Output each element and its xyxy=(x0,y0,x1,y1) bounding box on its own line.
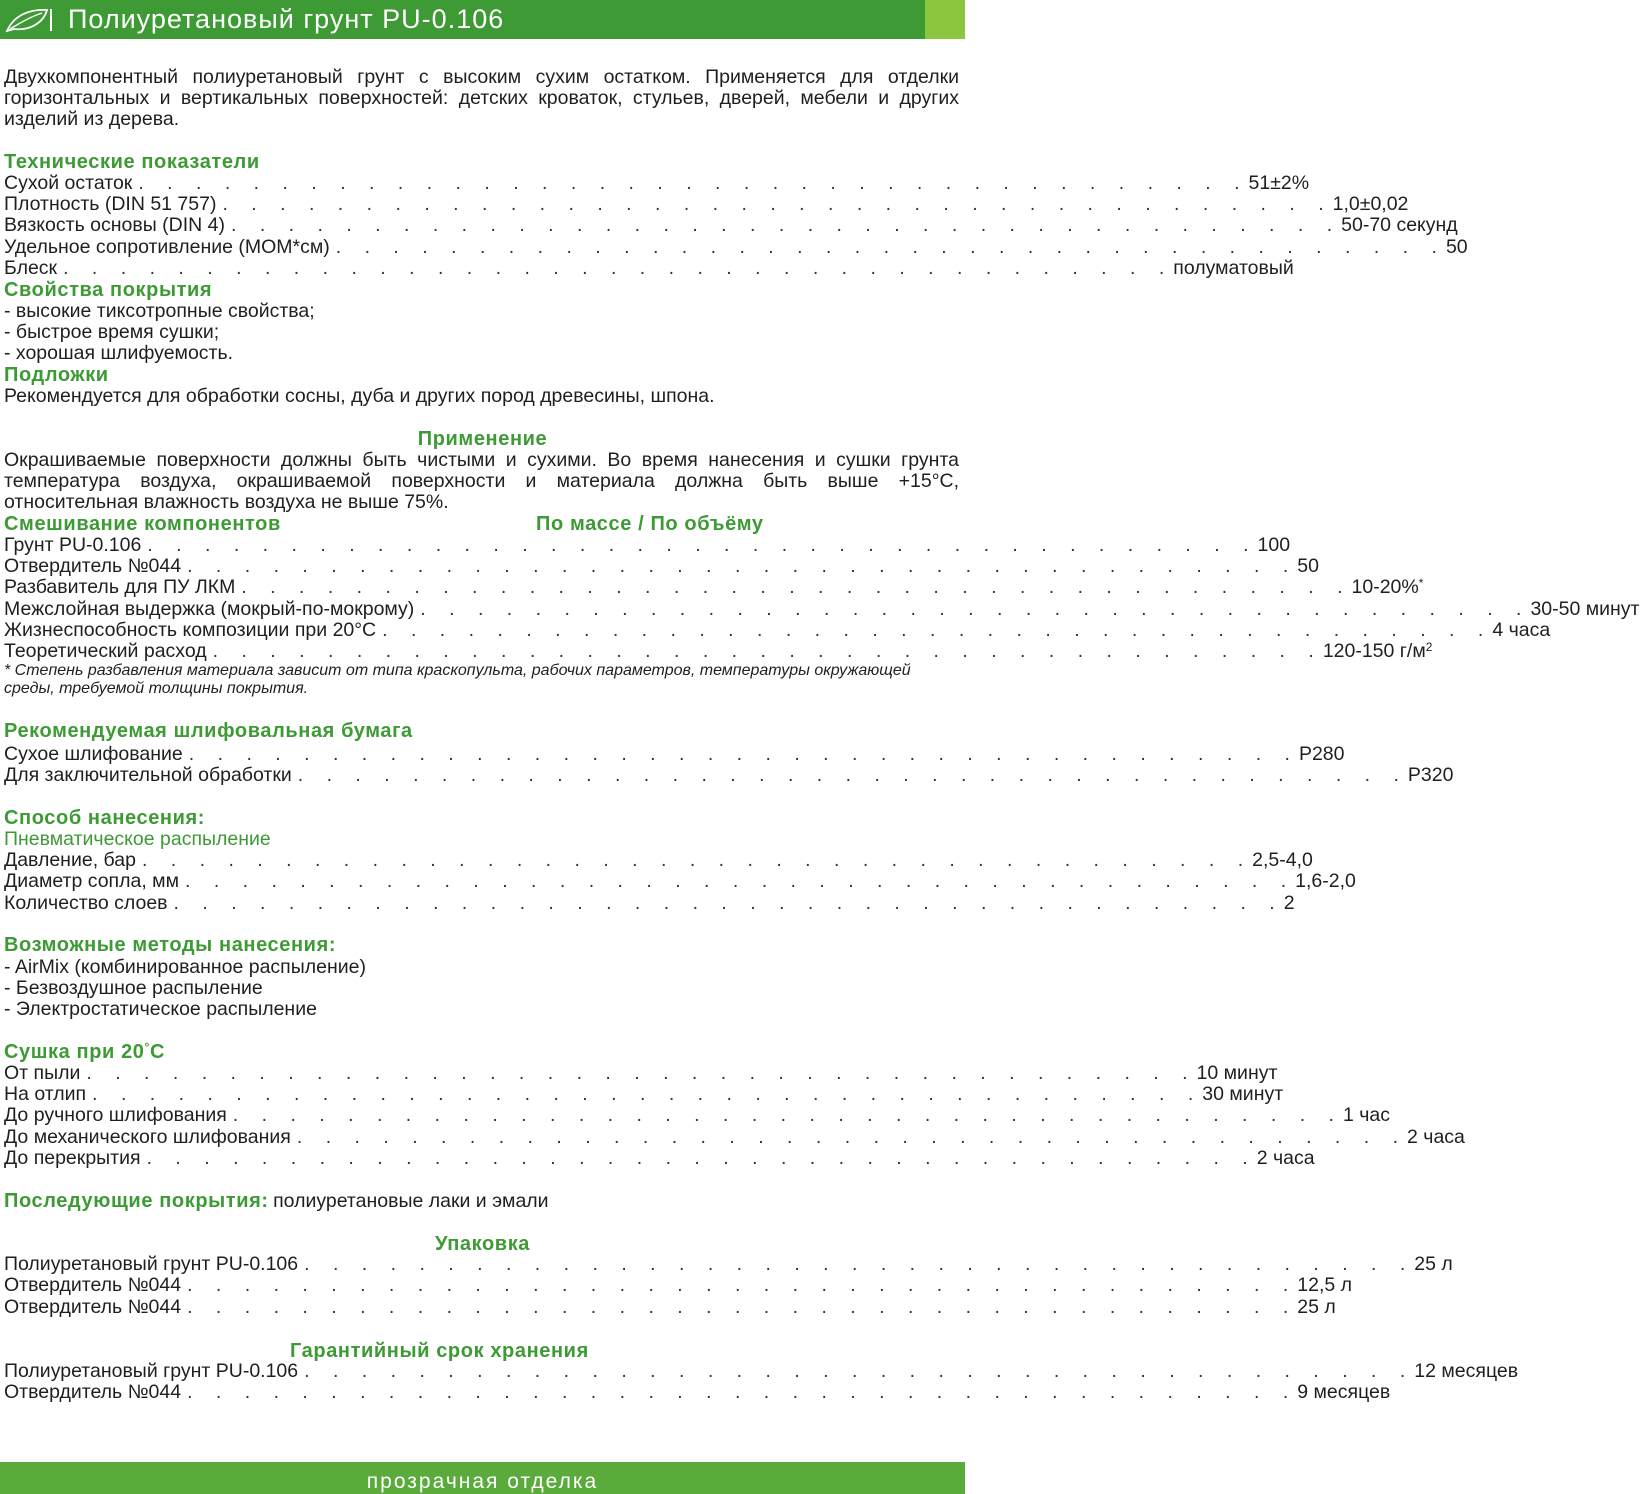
row-value-text: 50-70 секунд xyxy=(1341,214,1458,236)
sanding-title: Рекомендуемая шлифовальная бумага xyxy=(4,720,413,742)
dot-leader: . . . . . . . . . . . . . . . . . . . . . . . . . . . . . . . . . . . . . . . xyxy=(297,764,1408,786)
table-row xyxy=(4,1381,1391,1403)
dot-leader: . . . . . . . . . . . . . . . . . . . . . . . . . . . . . . . . . . . . . . . xyxy=(187,1381,1298,1403)
method-title: Способ нанесения: xyxy=(4,807,206,829)
row-value xyxy=(1492,620,1550,641)
footer-text: прозрачная отделка xyxy=(366,1470,599,1493)
row-value-text: 100 xyxy=(1257,534,1291,556)
row-value xyxy=(1295,871,1356,892)
dot-leader: . . . . . . . . . . . . . . . . . . . . . . . . . . . . . . . . . . . . . . . xyxy=(230,214,1342,236)
methods-item: - Электростатическое распыление xyxy=(4,998,317,1020)
row-value-text: Р280 xyxy=(1298,743,1345,765)
row-label: Грунт PU-0.106 xyxy=(4,534,142,556)
row-value-text: 1,0±0,02 xyxy=(1332,193,1409,215)
row-value xyxy=(1352,577,1424,598)
row-label: Плотность (DIN 51 757) xyxy=(4,193,217,215)
row-value-text: 51±2% xyxy=(1248,172,1310,194)
row-value-text: 10 минут xyxy=(1196,1062,1278,1084)
row-value-superscript: * xyxy=(1418,576,1424,590)
dot-leader: . . . . . . . . . . . . . . . . . . . . . . . . . . . . . . . . . . . . . . . xyxy=(335,236,1446,258)
row-label: Отвердитель №044 xyxy=(4,1381,182,1403)
row-value-text: 25 л xyxy=(1297,1296,1336,1318)
methods-item: - AirMix (комбинированное распыление) xyxy=(4,956,366,978)
dot-leader: . . . . . . . . . . . . . . . . . . . . . . . . . . . . . . . . . . . . . . . xyxy=(92,1083,1203,1105)
row-label: Сухое шлифование xyxy=(4,743,183,765)
row-value xyxy=(1414,1361,1518,1382)
row-value-text: 1,6-2,0 xyxy=(1295,870,1356,892)
table-row xyxy=(4,892,1295,914)
dot-leader: . . . . . . . . . . . . . . . . . . . . . . . . . . . . . . . . . . . . . . . xyxy=(86,1062,1197,1084)
row-value xyxy=(1202,1084,1283,1105)
intro-text: Двухкомпонентный полиуретановый грунт с высоким сухим остатком. Применяется для отделки горизонтальных и вертикальных поверхностей: детских кроваток, стульев, дверей, мебели и других изделий из дерева. xyxy=(4,66,959,130)
mixing-title: Смешивание компонентов xyxy=(4,513,281,535)
header-separator xyxy=(50,9,52,31)
row-value-text: 25 л xyxy=(1414,1253,1453,1275)
row-value xyxy=(1333,194,1409,215)
row-value-superscript: 2 xyxy=(1425,640,1433,654)
row-value-text: 4 часа xyxy=(1492,619,1551,641)
row-value xyxy=(1299,744,1345,765)
row-value xyxy=(1173,258,1294,279)
table-row xyxy=(4,1062,1278,1084)
row-value xyxy=(1343,1105,1390,1126)
table-row xyxy=(4,598,1640,620)
dot-leader: . . . . . . . . . . . . . . . . . . . . . . . . . . . . . . . . . . . . . . . xyxy=(146,1147,1257,1169)
table-row xyxy=(4,743,1345,765)
row-label: Межслойная выдержка (мокрый-по-мокрому) xyxy=(4,598,415,620)
row-value xyxy=(1408,765,1454,786)
drying-title xyxy=(4,1041,165,1063)
row-value-text: 10-20% xyxy=(1351,576,1419,598)
table-row xyxy=(4,1104,1390,1126)
packaging-title: Упаковка xyxy=(434,1233,531,1255)
table-row xyxy=(4,1296,1336,1318)
page-title: Полиуретановый грунт PU-0.106 xyxy=(68,4,505,34)
dot-leader: . . . . . . . . . . . . . . . . . . . . . . . . . . . . . . . . . . . . . . . xyxy=(304,1360,1415,1382)
row-value-text: 2 часа xyxy=(1407,1126,1465,1148)
dot-leader: . . . . . . . . . . . . . . . . . . . . . . . . . . . . . . . . . . . . . . . xyxy=(147,534,1258,556)
row-label: Удельное сопротивление (МОМ*см) xyxy=(4,236,330,258)
table-row xyxy=(4,764,1454,786)
row-value-text: полуматовый xyxy=(1173,257,1294,279)
substrates-title: Подложки xyxy=(4,364,109,386)
table-row xyxy=(4,1274,1352,1296)
dot-leader: . . . . . . . . . . . . . . . . . . . . . . . . . . . . . . . . . . . . . . . xyxy=(420,598,1531,620)
row-value xyxy=(1284,893,1295,914)
table-row xyxy=(4,1360,1519,1382)
row-value xyxy=(1257,1148,1315,1169)
table-row xyxy=(4,576,1424,598)
table-row xyxy=(4,236,1468,258)
row-value xyxy=(1323,641,1433,662)
row-label: Жизнеспособность композиции при 20°С xyxy=(4,619,377,641)
row-label: Диаметр сопла, мм xyxy=(4,870,179,892)
dot-leader: . . . . . . . . . . . . . . . . . . . . . . . . . . . . . . . . . . . . . . . xyxy=(382,619,1493,641)
table-row xyxy=(4,1126,1465,1148)
row-value-text: Р320 xyxy=(1407,764,1454,786)
table-row xyxy=(4,214,1458,236)
row-label: До перекрытия xyxy=(4,1147,141,1169)
application-title: Применение xyxy=(417,428,548,450)
row-label: До ручного шлифования xyxy=(4,1104,227,1126)
drying-title-text: Сушка при 20 xyxy=(4,1041,145,1063)
table-row xyxy=(4,1147,1315,1169)
row-value-text: 30-50 минут xyxy=(1530,598,1640,620)
dot-leader: . . . . . . . . . . . . . . . . . . . . . . . . . . . . . . . . . . . . . . . xyxy=(222,193,1333,215)
row-label: Давление, бар xyxy=(4,849,136,871)
properties-item: - быстрое время сушки; xyxy=(4,321,220,343)
row-value-text: 50 xyxy=(1297,555,1319,577)
row-value xyxy=(1297,556,1319,577)
dot-leader: . . . . . . . . . . . . . . . . . . . . . . . . . . . . . . . . . . . . . . . xyxy=(304,1253,1415,1275)
dot-leader: . . . . . . . . . . . . . . . . . . . . . . . . . . . . . . . . . . . . . . . xyxy=(232,1104,1343,1126)
substrates-text: Рекомендуется для обработки сосны, дуба и других пород древесины, шпона. xyxy=(4,385,715,407)
table-row xyxy=(4,534,1291,556)
dot-leader: . . . . . . . . . . . . . . . . . . . . . . . . . . . . . . . . . . . . . . . xyxy=(188,743,1299,765)
dot-leader: . . . . . . . . . . . . . . . . . . . . . . . . . . . . . . . . . . . . . . . xyxy=(187,555,1298,577)
leaf-icon xyxy=(4,7,50,33)
row-value xyxy=(1197,1063,1278,1084)
row-value xyxy=(1249,173,1310,194)
row-label: Теоретический расход xyxy=(4,640,207,662)
table-row xyxy=(4,870,1356,892)
dot-leader: . . . . . . . . . . . . . . . . . . . . . . . . . . . . . . . . . . . . . . . xyxy=(241,576,1352,598)
dot-leader: . . . . . . . . . . . . . . . . . . . . . . . . . . . . . . . . . . . . . . . xyxy=(63,257,1174,279)
dot-leader: . . . . . . . . . . . . . . . . . . . . . . . . . . . . . . . . . . . . . . . xyxy=(212,640,1323,662)
row-value-text: 2 xyxy=(1283,892,1295,914)
row-value xyxy=(1341,215,1458,236)
drying-title-unit: С xyxy=(149,1041,165,1063)
application-text: Окрашиваемые поверхности должны быть чистыми и сухими. Во время нанесения и сушки грунта температура воздуха, окрашиваемой поверхности и материала должна быть выше +15°С, относительная влажность воздуха не выше 75%. xyxy=(4,449,959,513)
row-label: Блеск xyxy=(4,257,58,279)
dot-leader: . . . . . . . . . . . . . . . . . . . . . . . . . . . . . . . . . . . . . . . xyxy=(187,1296,1298,1318)
table-row xyxy=(4,1083,1284,1105)
storage-title: Гарантийный срок хранения xyxy=(290,1340,589,1362)
row-label: Разбавитель для ПУ ЛКМ xyxy=(4,576,236,598)
degree-sign: ° xyxy=(144,1040,150,1054)
mixing-note: * Степень разбавления материала зависит от типа краскопульта, рабочих параметров, температуры окружающей среды, требуемой толщины покрытия. xyxy=(4,662,911,697)
row-label: До механического шлифования xyxy=(4,1126,291,1148)
row-value-text: 50 xyxy=(1445,236,1468,258)
row-value xyxy=(1297,1382,1390,1403)
table-row xyxy=(4,619,1551,641)
row-label: Количество слоев xyxy=(4,892,168,914)
row-value xyxy=(1407,1127,1465,1148)
row-value xyxy=(1297,1275,1352,1296)
tech-title: Технические показатели xyxy=(4,151,260,173)
table-row xyxy=(4,555,1319,577)
row-value xyxy=(1414,1254,1453,1275)
table-row xyxy=(4,193,1409,215)
row-value-text: 2 часа xyxy=(1256,1147,1315,1169)
row-value xyxy=(1297,1297,1336,1318)
dot-leader: . . . . . . . . . . . . . . . . . . . . . . . . . . . . . . . . . . . . . . . xyxy=(187,1274,1298,1296)
row-value-text: 120-150 г/м xyxy=(1322,640,1426,662)
topcoats-text: полиуретановые лаки и эмали xyxy=(273,1190,549,1212)
header-accent xyxy=(925,0,965,39)
row-value xyxy=(1530,599,1639,620)
table-row xyxy=(4,1253,1453,1275)
properties-title: Свойства покрытия xyxy=(4,279,213,301)
row-label: Для заключительной обработки xyxy=(4,764,292,786)
row-value xyxy=(1446,237,1468,258)
topcoats-title: Последующие покрытия: xyxy=(4,1190,269,1212)
dot-leader: . . . . . . . . . . . . . . . . . . . . . . . . . . . . . . . . . . . . . . . xyxy=(173,892,1284,914)
row-value xyxy=(1252,850,1313,871)
row-label: На отлип xyxy=(4,1083,87,1105)
topcoats-line xyxy=(4,1190,549,1212)
row-label: Вязкость основы (DIN 4) xyxy=(4,214,225,236)
row-value-text: 30 минут xyxy=(1202,1083,1284,1105)
dot-leader: . . . . . . . . . . . . . . . . . . . . . . . . . . . . . . . . . . . . . . . xyxy=(141,849,1253,871)
row-label: Сухой остаток xyxy=(4,172,133,194)
method-subtitle: Пневматическое распыление xyxy=(4,828,271,850)
dot-leader: . . . . . . . . . . . . . . . . . . . . . . . . . . . . . . . . . . . . . . . xyxy=(185,870,1296,892)
table-row xyxy=(4,257,1294,279)
table-row xyxy=(4,640,1433,662)
row-label: От пыли xyxy=(4,1062,81,1084)
row-label: Полиуретановый грунт PU-0.106 xyxy=(4,1360,299,1382)
methods-title: Возможные методы нанесения: xyxy=(4,934,337,956)
methods-item: - Безвоздушное распыление xyxy=(4,977,263,999)
row-label: Полиуретановый грунт PU-0.106 xyxy=(4,1253,299,1275)
row-label: Отвердитель №044 xyxy=(4,555,182,577)
row-value-text: 12 месяцев xyxy=(1414,1360,1519,1382)
properties-item: - высокие тиксотропные свойства; xyxy=(4,300,315,322)
dot-leader: . . . . . . . . . . . . . . . . . . . . . . . . . . . . . . . . . . . . . . . xyxy=(138,172,1249,194)
dot-leader: . . . . . . . . . . . . . . . . . . . . . . . . . . . . . . . . . . . . . . . xyxy=(296,1126,1408,1148)
table-row xyxy=(4,849,1313,871)
table-row xyxy=(4,172,1310,194)
row-label: Отвердитель №044 xyxy=(4,1296,182,1318)
row-label: Отвердитель №044 xyxy=(4,1274,182,1296)
row-value-text: 9 месяцев xyxy=(1297,1381,1391,1403)
row-value-text: 12,5 л xyxy=(1297,1274,1352,1296)
row-value xyxy=(1258,535,1291,556)
mixing-column-title: По массе / По объёму xyxy=(536,513,764,535)
row-value-text: 2,5-4,0 xyxy=(1252,849,1313,871)
row-value-text: 1 час xyxy=(1342,1104,1390,1126)
properties-item: - хорошая шлифуемость. xyxy=(4,342,234,364)
